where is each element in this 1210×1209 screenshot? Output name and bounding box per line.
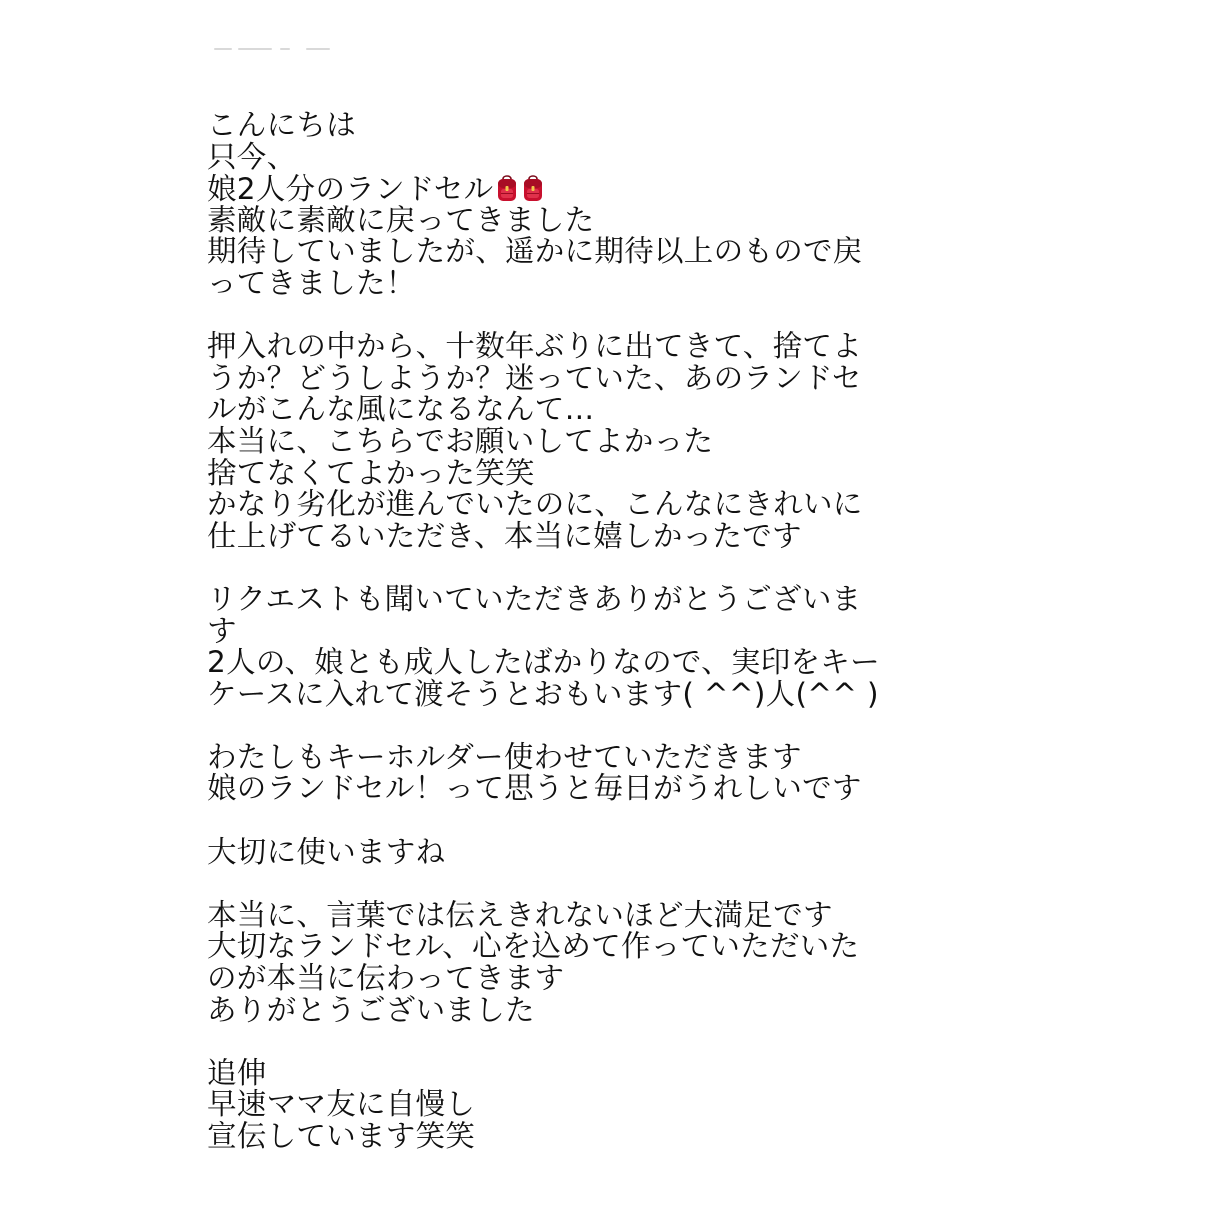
letter-line-text: 本当に、言葉では伝えきれないほど大満足です <box>207 897 833 932</box>
letter-line-text: ありがとうございました <box>207 992 535 1027</box>
letter-line <box>207 139 947 174</box>
letter-line-text: 大切に使いますね <box>207 834 446 869</box>
letter-line <box>207 897 947 932</box>
letter-line <box>207 963 947 995</box>
school-backpack-icon <box>495 173 519 203</box>
letter-line <box>207 739 947 774</box>
letter-line-text: ルがこんな風になるなんて… <box>207 392 595 427</box>
letter-line <box>207 676 947 711</box>
letter-line <box>207 489 947 521</box>
letter-line-text: うか？どうしようか？迷っていた、あのランドセ <box>207 360 862 395</box>
letter-line <box>207 423 947 458</box>
school-backpack-icon <box>521 173 545 203</box>
paragraph-gap <box>207 1026 947 1058</box>
letter-line-text: 捨てなくてよかった笑笑 <box>207 455 535 490</box>
letter-text <box>207 110 947 1153</box>
letter-line-text: 大切なランドセル、心を込めて作っていただいた <box>207 929 860 964</box>
letter-line <box>207 1089 947 1121</box>
letter-line <box>207 1121 947 1153</box>
letter-line <box>207 834 947 869</box>
letter-line-text: 期待していましたが、遥かに期待以上のもので戻 <box>207 234 863 269</box>
letter-line <box>207 331 947 363</box>
letter-line <box>207 931 947 963</box>
letter-line-text: 本当に、こちらでお願いしてよかった <box>207 423 714 458</box>
letter-line-text: 追伸 <box>207 1055 267 1090</box>
letter-line-text: 素敵に素敵に戻ってきました <box>207 202 595 237</box>
letter-line-text: 宣伝しています笑笑 <box>207 1119 476 1153</box>
letter-line-text: 仕上げてるいただき、本当に嬉しかったです <box>207 518 802 553</box>
letter-line-text: 早速ママ友に自慢し <box>207 1087 476 1122</box>
letter-line-text: ってきました！ <box>207 265 416 300</box>
letter-line <box>207 236 947 268</box>
letter-line-text: こんにちは <box>207 108 357 142</box>
paragraph-gap <box>207 710 947 742</box>
letter-line <box>207 647 947 679</box>
letter-line-text: リクエストも聞いていただきありがとうございま <box>207 581 862 616</box>
letter-line-text: 只今、 <box>207 139 297 174</box>
letter-line <box>207 613 947 648</box>
letter-line <box>207 1055 947 1090</box>
letter-line-text: のが本当に伝わってきます <box>207 961 565 996</box>
letter-line-text: 押入れの中から、十数年ぶりに出てきて、捨てよ <box>207 329 863 364</box>
letter-line-text: 娘2人分のランドセル <box>207 172 494 207</box>
letter-line-text: す <box>207 613 237 648</box>
paragraph-gap <box>207 805 947 837</box>
letter-line <box>207 773 947 805</box>
paragraph-gap <box>207 552 947 584</box>
letter-line <box>207 202 947 237</box>
letter-line-text: わたしもキーホルダー使わせていただきます <box>207 739 802 774</box>
letter-line <box>207 581 947 616</box>
top-edge-marks <box>214 46 334 52</box>
letter-line-text: ケースに入れて渡そうとおもいます( ^^)人(^^ ) <box>207 676 879 711</box>
letter-line <box>207 394 947 426</box>
letter-line <box>207 265 947 300</box>
letter-line-text: 2人の、娘とも成人したばかりなので、実印をキー <box>207 645 880 680</box>
letter-line <box>207 173 947 205</box>
paragraph-gap <box>207 868 947 900</box>
letter-line <box>207 110 947 142</box>
letter-line <box>207 455 947 490</box>
letter-line <box>207 992 947 1027</box>
letter-line-text: 娘のランドセル！って思うと毎日がうれしいです <box>207 771 862 806</box>
letter-line <box>207 518 947 553</box>
letter-line <box>207 360 947 395</box>
paragraph-gap <box>207 300 947 332</box>
letter-line-text: かなり劣化が進んでいたのに、こんなにきれいに <box>207 487 863 522</box>
